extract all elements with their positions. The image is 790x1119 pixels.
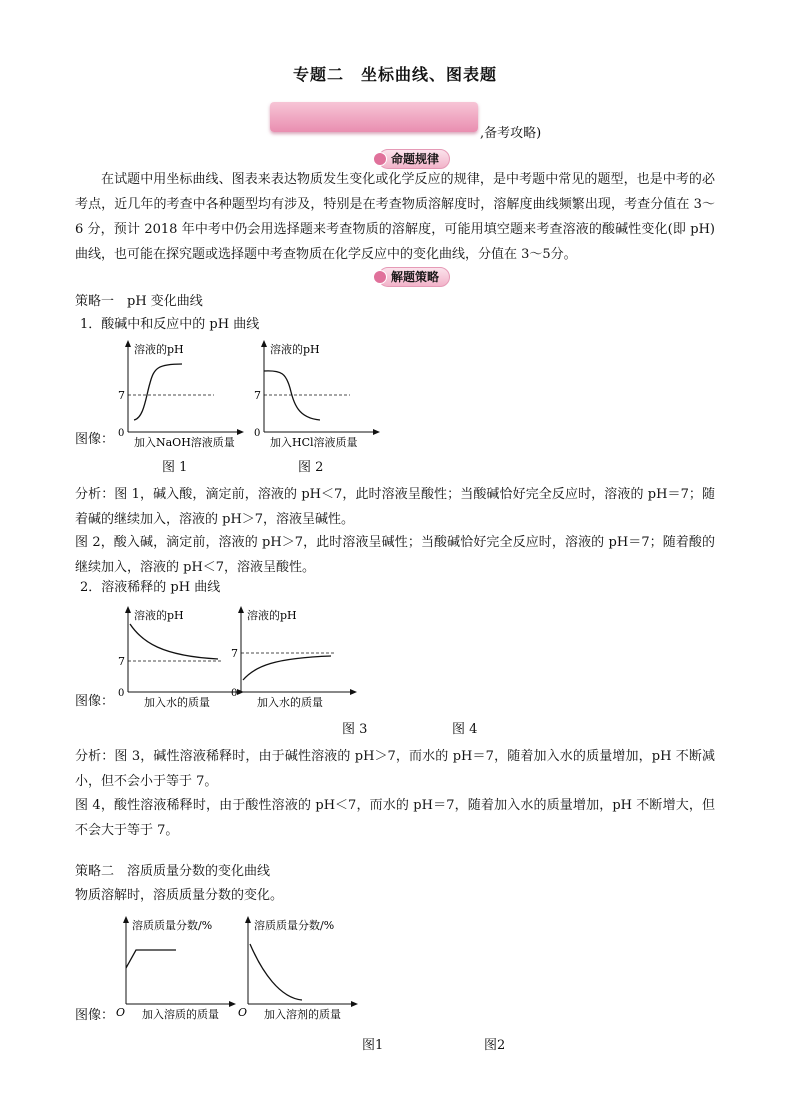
x-axis-arrow bbox=[351, 1001, 358, 1007]
seven-label: 7 bbox=[118, 389, 125, 402]
section-banner bbox=[270, 102, 478, 132]
y-axis-arrow bbox=[125, 340, 131, 347]
image-label-1: 图像： bbox=[75, 432, 115, 447]
y-axis-arrow bbox=[125, 606, 131, 613]
y-label: 溶液的pH bbox=[134, 609, 184, 622]
mass-fraction-curve bbox=[126, 950, 176, 968]
y-axis-arrow bbox=[261, 340, 267, 347]
image-label-2: 图像： bbox=[75, 694, 115, 709]
caption-fig6: 图2 bbox=[484, 1038, 506, 1053]
y-axis-arrow bbox=[238, 606, 244, 613]
seven-label: 7 bbox=[118, 655, 125, 668]
strategy1-heading: 策略一 pH 变化曲线 bbox=[75, 294, 203, 309]
origin-label: 0 bbox=[118, 688, 125, 699]
ph-curve bbox=[243, 656, 331, 680]
caption-fig4: 图 4 bbox=[452, 722, 478, 737]
item1-heading: 1．酸碱中和反应中的 pH 曲线 bbox=[80, 317, 260, 332]
x-label: 加入HCl溶液质量 bbox=[270, 436, 358, 448]
seven-label: 7 bbox=[231, 647, 238, 660]
strategy2-heading: 策略二 溶质质量分数的变化曲线 bbox=[75, 864, 271, 879]
item2-heading: 2．溶液稀释的 pH 曲线 bbox=[80, 580, 221, 595]
origin-label: 0 bbox=[254, 428, 261, 439]
y-label: 溶质质量分数/% bbox=[254, 919, 335, 932]
x-label: 加入水的质量 bbox=[257, 696, 323, 709]
caption-fig1: 图 1 bbox=[162, 460, 188, 475]
y-label: 溶质质量分数/% bbox=[132, 919, 213, 932]
x-axis-arrow bbox=[373, 429, 380, 435]
y-label: 溶液的pH bbox=[270, 343, 320, 356]
analysis-2b: 图 4，酸性溶液稀释时，由于酸性溶液的 pH＜7，而水的 pH＝7，随着加入水的质量增加，pH 不断增大，但不会大于等于 7。 bbox=[75, 798, 715, 838]
y-axis-arrow bbox=[245, 916, 251, 923]
x-axis-arrow bbox=[237, 429, 244, 435]
analysis-2a: 分析：图 3，碱性溶液稀释时，由于碱性溶液的 pH＞7，而水的 pH＝7，随着加入水的质量增加，pH 不断减小，但不会小于等于 7。 bbox=[75, 749, 715, 789]
figure-5 bbox=[110, 912, 240, 1024]
analysis-1a: 分析：图 1，碱入酸，滴定前，溶液的 pH＜7，此时溶液呈酸性；当酸碱恰好完全反应时，溶液的 pH＝7；随着碱的继续加入，溶液的 pH＞7，溶液呈碱性。 bbox=[75, 487, 715, 527]
banner-tag: ,备考攻略) bbox=[480, 126, 542, 141]
seven-label: 7 bbox=[254, 389, 261, 402]
origin-label: 0 bbox=[118, 428, 125, 439]
x-label: 加入水的质量 bbox=[144, 696, 210, 709]
section1-paragraph: 在试题中用坐标曲线、图表来表达物质发生变化或化学反应的规律，是中考题中常见的题型，也是中考的必考点，近几年的考查中各种题型均有涉及，特别是在考查物质溶解度时，溶解度曲线频繁出现，考查分值在 3～6 分，预计 2018 年中考中仍会用选择题来考查物质的溶解度，可能用填空题来考查溶液的酸碱性变化(即 pH)曲线，也可能在探究题或选择题中考查物质在化学反应中的变化曲线，分值在 3～5分。 bbox=[75, 172, 715, 262]
x-label: 加入溶质的质量 bbox=[142, 1008, 219, 1021]
caption-fig5: 图1 bbox=[362, 1038, 384, 1053]
y-axis-arrow bbox=[123, 916, 129, 923]
ph-curve bbox=[264, 371, 320, 420]
mass-fraction-curve bbox=[250, 944, 302, 1000]
ph-curve bbox=[134, 364, 182, 420]
heading-mingti-guilv: 命题规律 bbox=[378, 149, 450, 169]
y-label: 溶液的pH bbox=[247, 609, 297, 622]
origin-label: O bbox=[116, 1006, 126, 1019]
figure-6 bbox=[232, 912, 362, 1024]
page-title: 专题二 坐标曲线、图表题 bbox=[292, 65, 497, 84]
heading-jieti-celue: 解题策略 bbox=[378, 267, 450, 287]
ph-curve bbox=[130, 624, 218, 659]
figure-1 bbox=[112, 338, 247, 448]
caption-fig3: 图 3 bbox=[342, 722, 368, 737]
x-axis-arrow bbox=[350, 689, 357, 695]
figure-2 bbox=[248, 338, 383, 448]
y-label: 溶液的pH bbox=[134, 343, 184, 356]
x-label: 加入NaOH溶液质量 bbox=[134, 436, 235, 448]
origin-label: O bbox=[238, 1006, 248, 1019]
strategy2-description: 物质溶解时，溶质质量分数的变化。 bbox=[75, 888, 284, 903]
caption-fig2: 图 2 bbox=[298, 460, 324, 475]
analysis-1b: 图 2，酸入碱，滴定前，溶液的 pH＞7，此时溶液呈碱性；当酸碱恰好完全反应时，溶液的 pH＝7；随着酸的继续加入，溶液的 pH＜7，溶液呈酸性。 bbox=[75, 535, 715, 575]
x-label: 加入溶剂的质量 bbox=[264, 1008, 341, 1021]
image-label-3: 图像： bbox=[75, 1008, 115, 1023]
origin-label: 0 bbox=[231, 688, 238, 699]
figure-4 bbox=[225, 604, 360, 712]
